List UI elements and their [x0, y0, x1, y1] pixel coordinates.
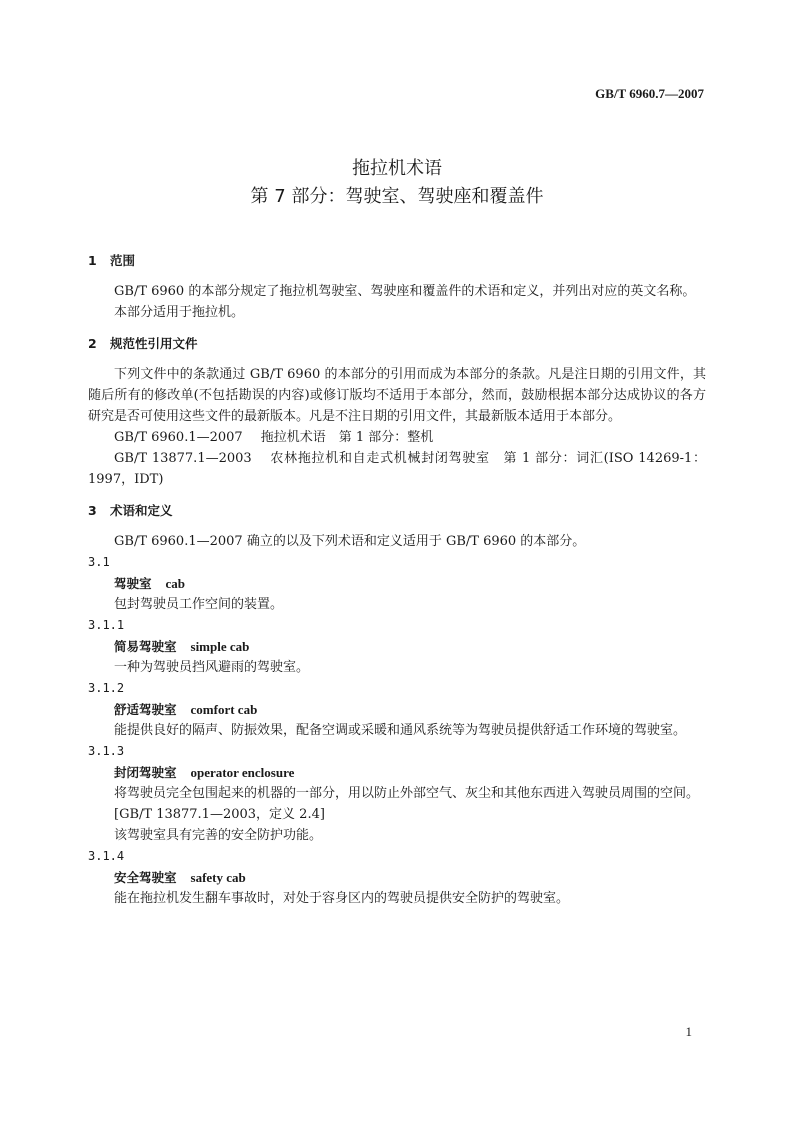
- term-note: 该驾驶室具有完善的安全防护功能。: [114, 828, 323, 843]
- section-heading-normative: [88, 333, 706, 354]
- document-body: [88, 250, 706, 909]
- normative-paragraph: 下列文件中的条款通过 GB/T 6960 的本部分的引用而成为本部分的条款。凡是注日期的引用文件，其随后所有的修改单(不包括勘误的内容)或修订版均不适用于本部分，然而，鼓励根据本部分达成协议的各方研究是否可使用这些文件的最新版本。凡是不注日期的引用文件，其最新版本适用于本部分。: [88, 367, 706, 424]
- term-zh: 安全驾驶室: [114, 870, 177, 885]
- document-subtitle: 第 7 部分：驾驶室、驾驶座和覆盖件: [250, 186, 544, 207]
- term-entry: [88, 636, 706, 657]
- clause-number: 3.1.2: [88, 681, 125, 695]
- section-title: 范围: [110, 253, 136, 268]
- reference-code: GB/T 6960.1—2007: [114, 430, 243, 445]
- term-definition: 能在拖拉机发生翻车事故时，对处于容身区内的驾驶员提供安全防护的驾驶室。: [114, 891, 570, 906]
- clause-number: 3.1.1: [88, 618, 125, 632]
- term-en: cab: [165, 576, 186, 591]
- reference-title: 拖拉机术语 第 1 部分：整机: [260, 430, 434, 445]
- term-source: [GB/T 13877.1—2003，定义 2.4]: [114, 807, 325, 822]
- term-entry: [88, 762, 706, 783]
- term-entry: [88, 573, 706, 594]
- section-heading-terms: [88, 500, 706, 521]
- term-en: comfort cab: [190, 702, 258, 717]
- reference-code: GB/T 13877.1—2003: [114, 451, 252, 466]
- normative-reference-2: [88, 448, 706, 490]
- term-zh: 舒适驾驶室: [114, 702, 177, 717]
- standard-code-header: GB/T 6960.7—2007: [595, 86, 704, 101]
- clause-number: 3.1: [88, 555, 110, 569]
- term-definition: 将驾驶员完全包围起来的机器的一部分，用以防止外部空气、灰尘和其他东西进入驾驶员周围的空间。: [114, 786, 700, 801]
- section-heading-scope: [88, 250, 706, 271]
- reference-title: 农林拖拉机和自走式机械封闭驾驶室 第 1 部分：词汇(ISO 14269-1：1997，IDT): [88, 451, 706, 487]
- term-definition: 能提供良好的隔声、防振效果，配备空调或采暖和通风系统等为驾驶员提供舒适工作环境的驾驶室。: [114, 723, 687, 738]
- term-zh: 简易驾驶室: [114, 639, 177, 654]
- term-zh: 驾驶室: [114, 576, 152, 591]
- term-en: operator enclosure: [190, 765, 295, 780]
- term-definition: 一种为驾驶员挡风避雨的驾驶室。: [114, 660, 310, 675]
- section-number: 3: [88, 503, 97, 518]
- term-entry: [88, 867, 706, 888]
- term-en: safety cab: [190, 870, 246, 885]
- term-zh: 封闭驾驶室: [114, 765, 177, 780]
- section-number: 2: [88, 336, 97, 351]
- section-number: 1: [88, 253, 97, 268]
- term-entry: [88, 699, 706, 720]
- term-definition: 包封驾驶员工作空间的装置。: [114, 597, 284, 612]
- scope-paragraph: GB/T 6960 的本部分规定了拖拉机驾驶室、驾驶座和覆盖件的术语和定义，并列出对应的英文名称。: [114, 284, 696, 299]
- clause-number: 3.1.4: [88, 849, 125, 863]
- document-title: 拖拉机术语: [352, 158, 442, 179]
- scope-applicability: 本部分适用于拖拉机。: [114, 305, 245, 320]
- normative-reference-1: [88, 427, 706, 448]
- term-en: simple cab: [190, 639, 250, 654]
- terms-intro: GB/T 6960.1—2007 确立的以及下列术语和定义适用于 GB/T 6960 的本部分。: [114, 534, 586, 549]
- section-title: 术语和定义: [110, 503, 173, 518]
- section-title: 规范性引用文件: [110, 336, 198, 351]
- page-number: 1: [685, 1024, 692, 1039]
- clause-number: 3.1.3: [88, 744, 125, 758]
